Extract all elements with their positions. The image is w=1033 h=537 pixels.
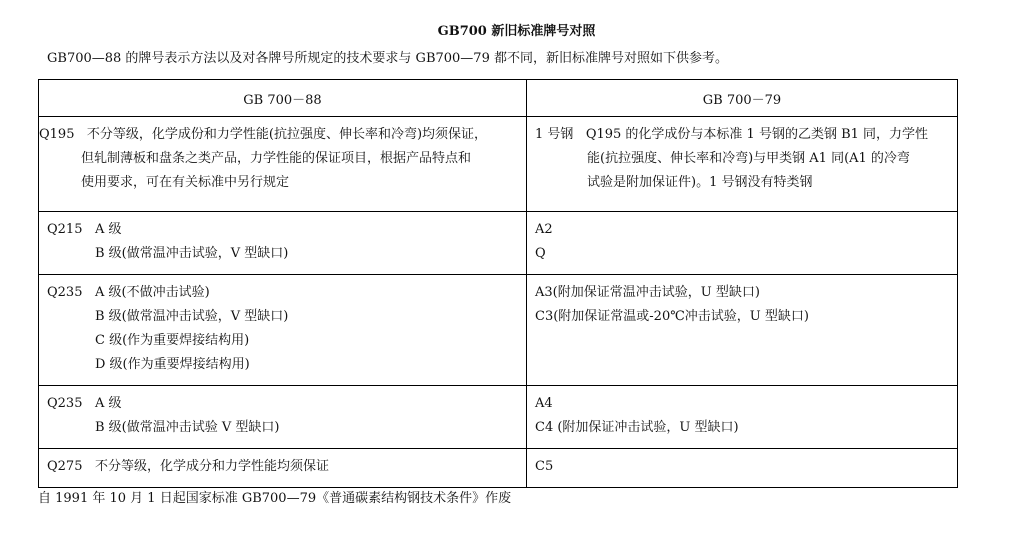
cell-text: 试验是附加保证件)。1 号钢没有特类钢 bbox=[587, 175, 813, 190]
cell-text: A 级 bbox=[95, 222, 122, 237]
page-title: GB700 新旧标准牌号对照 bbox=[437, 24, 596, 39]
grade-label: 1 号钢 bbox=[535, 127, 574, 142]
cell-new bbox=[39, 212, 527, 275]
table-row bbox=[39, 386, 958, 449]
grade-label: Q195 bbox=[39, 127, 75, 142]
cell-text: Q bbox=[535, 246, 546, 261]
cell-text: A3(附加保证常温冲击试验，U 型缺口) bbox=[535, 285, 760, 300]
cell-text: B 级(做常温冲击试验，V 型缺口) bbox=[95, 246, 289, 261]
intro-paragraph: GB700—88 的牌号表示方法以及对各牌号所规定的技术要求与 GB700—79 都不同，新旧标准牌号对照如下供参考。 bbox=[47, 51, 728, 66]
cell-text: C4 (附加保证冲击试验，U 型缺口) bbox=[535, 420, 739, 435]
cell-text: 但轧制薄板和盘条之类产品，力学性能的保证项目，根据产品特点和 bbox=[81, 151, 472, 166]
cell-text: B 级(做常温冲击试验 V 型缺口) bbox=[95, 420, 280, 435]
grade-label: Q215 bbox=[47, 222, 83, 237]
cell-text: D 级(作为重要焊接结构用) bbox=[95, 357, 250, 372]
cell-old bbox=[527, 275, 958, 386]
cell-text: 能(抗拉强度、伸长率和冷弯)与甲类钢 A1 同(A1 的冷弯 bbox=[587, 151, 910, 166]
cell-old bbox=[527, 386, 958, 449]
cell-old bbox=[527, 449, 958, 488]
cell-new bbox=[39, 275, 527, 386]
cell-text: A2 bbox=[535, 222, 553, 237]
table-row bbox=[39, 449, 958, 488]
cell-text: Q195 的化学成份与本标准 1 号钢的乙类钢 B1 同，力学性 bbox=[585, 127, 929, 142]
table-row bbox=[39, 275, 958, 386]
cell-text: B 级(做常温冲击试验，V 型缺口) bbox=[95, 309, 289, 324]
table-row bbox=[39, 117, 958, 212]
cell-old bbox=[527, 212, 958, 275]
cell-new bbox=[39, 117, 527, 212]
cell-new bbox=[39, 449, 527, 488]
cell-new bbox=[39, 386, 527, 449]
header-old-standard: GB 700－79 bbox=[527, 80, 958, 117]
cell-text: 不分等级，化学成分和力学性能均须保证 bbox=[95, 459, 330, 474]
grade-label: Q235 bbox=[47, 396, 83, 411]
cell-text: A4 bbox=[535, 396, 553, 411]
cell-old bbox=[527, 117, 958, 212]
cell-text: C 级(作为重要焊接结构用) bbox=[95, 333, 250, 348]
cell-text: C5 bbox=[535, 459, 554, 474]
cell-text: 使用要求，可在有关标准中另行规定 bbox=[81, 175, 290, 190]
cell-text: C3(附加保证常温或-20℃冲击试验，U 型缺口) bbox=[535, 309, 809, 324]
cell-text: 不分等级，化学成份和力学性能(抗拉强度、伸长率和冷弯)均须保证， bbox=[86, 127, 488, 142]
header-new-standard: GB 700－88 bbox=[39, 80, 527, 117]
table-header-row bbox=[39, 80, 958, 117]
cell-text: A 级 bbox=[95, 396, 122, 411]
cell-text: A 级(不做冲击试验) bbox=[95, 285, 210, 300]
table-row bbox=[39, 212, 958, 275]
grade-comparison-table bbox=[38, 79, 958, 488]
footer-note: 自 1991 年 10 月 1 日起国家标准 GB700—79《普通碳素结构钢技术条件》作废 bbox=[38, 491, 512, 506]
grade-label: Q235 bbox=[47, 285, 83, 300]
grade-label: Q275 bbox=[47, 459, 83, 474]
